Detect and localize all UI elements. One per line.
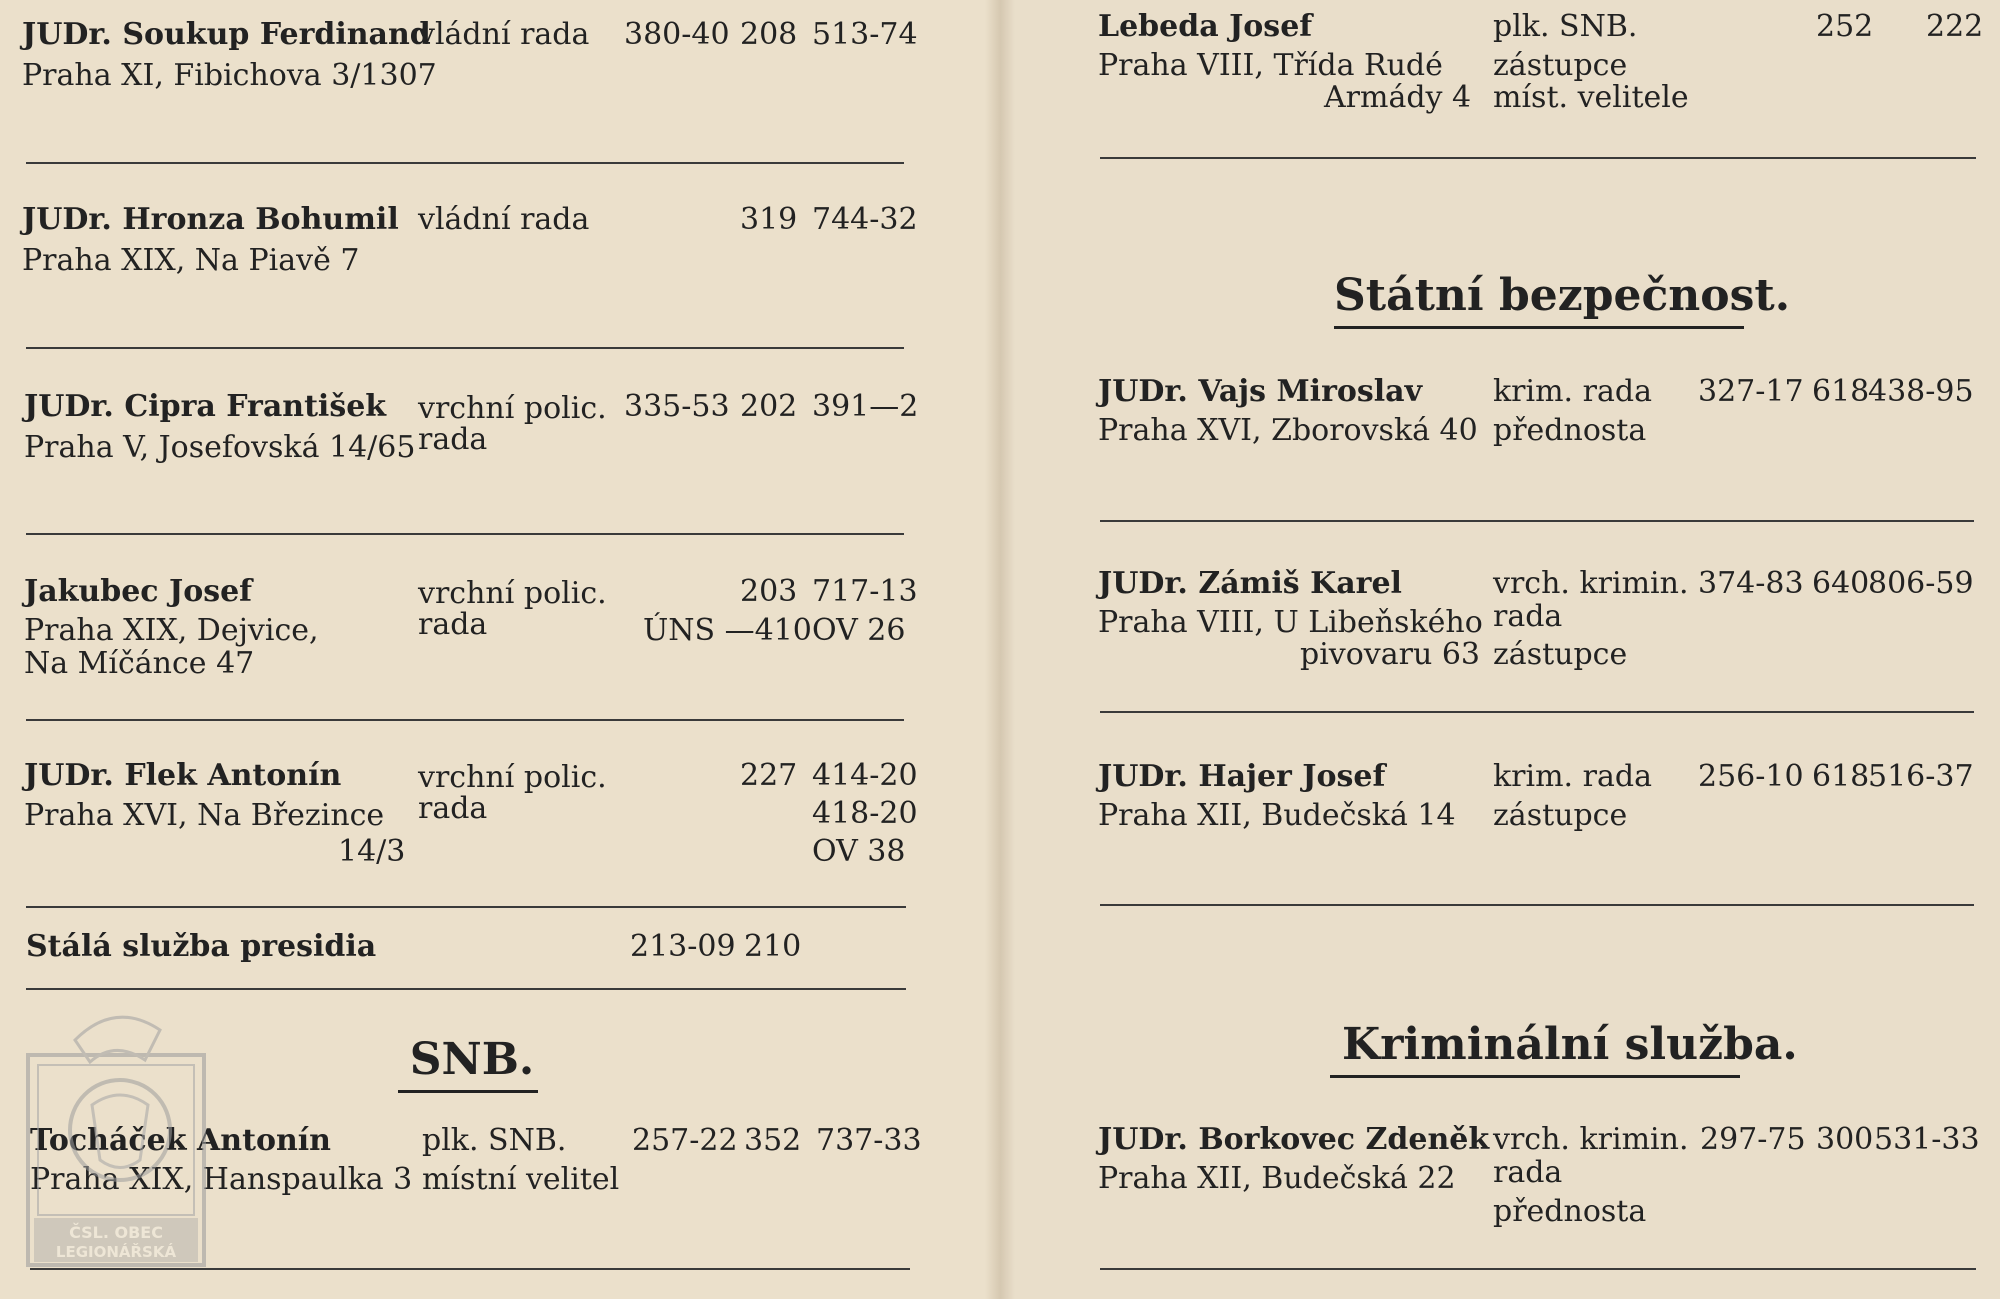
entry-name: Tocháček Antonín: [30, 1123, 331, 1158]
entry-name: JUDr. Vajs Miroslav: [1098, 374, 1423, 409]
entry-tel2: 516-37: [1868, 759, 1974, 794]
entry-ext: 618: [1812, 759, 1870, 794]
entry-title: zástupce: [1493, 637, 1628, 672]
entry-ext: 319: [740, 202, 798, 237]
entry-name: JUDr. Hajer Josef: [1098, 759, 1386, 794]
entry-address: Praha XIX, Na Piavě 7: [22, 243, 360, 278]
standing-service-label: Stálá služba presidia: [26, 929, 377, 964]
divider: [26, 162, 904, 164]
entry-address: Praha VIII, Třída Rudé: [1098, 48, 1443, 83]
divider: [1100, 520, 1974, 522]
entry-title: přednosta: [1493, 413, 1647, 448]
entry-tel2: 531-33: [1874, 1122, 1980, 1157]
entry-ext: 203: [740, 574, 798, 609]
entry-name: JUDr. Cipra František: [24, 389, 387, 424]
divider: [26, 988, 906, 990]
entry-tel2: 414-20: [812, 758, 918, 793]
entry-title: zástupce: [1493, 798, 1628, 833]
stamp-text-line1: ČSL. OBEC: [69, 1223, 163, 1242]
right-page: [1000, 0, 2000, 1299]
entry-ext: 352: [744, 1123, 802, 1158]
entry-title: vládní rada: [418, 17, 590, 52]
entry-tel2: 744-32: [812, 202, 918, 237]
divider: [1100, 157, 1976, 159]
entry-title: místní velitel: [422, 1162, 620, 1197]
entry-tel2: 717-13: [812, 574, 918, 609]
entry-address: Praha XVI, Zborovská 40: [1098, 413, 1478, 448]
entry-address: Praha XII, Budečská 14: [1098, 798, 1456, 833]
entry-tel2: 513-74: [812, 17, 918, 52]
entry-ext: 618: [1812, 374, 1870, 409]
entry-ext: 202: [740, 389, 798, 424]
stamp-text-line2: LEGIONÁŘSKÁ: [55, 1243, 177, 1261]
heading-underline: [398, 1090, 538, 1093]
standing-service-ext: 210: [744, 929, 802, 964]
entry-name: JUDr. Soukup Ferdinand: [22, 17, 431, 52]
section-heading-criminal-service: Kriminální služba.: [1342, 1019, 1798, 1070]
standing-service-tel1: 213-09: [630, 929, 736, 964]
entry-title: zástupce: [1493, 48, 1628, 83]
entry-name: Lebeda Josef: [1098, 9, 1313, 44]
entry-address: Praha VIII, U Libeňského: [1098, 605, 1483, 640]
entry-tel2: 222: [1926, 9, 1984, 44]
divider: [26, 533, 904, 535]
entry-title: vrchní polic.: [418, 391, 607, 426]
entry-tel2: OV 38: [812, 834, 906, 869]
entry-ext: 227: [740, 758, 798, 793]
entry-ext: 208: [740, 17, 798, 52]
entry-name: JUDr. Zámiš Karel: [1098, 566, 1402, 601]
entry-address: Praha XIX, Hanspaulka 3: [30, 1162, 413, 1197]
entry-tel2: 806-59: [1868, 566, 1974, 601]
entry-tel1: 256-10: [1698, 759, 1804, 794]
entry-title: plk. SNB.: [1493, 9, 1638, 44]
entry-ext: 300: [1816, 1122, 1874, 1157]
entry-address: 14/3: [338, 834, 406, 869]
divider: [26, 719, 904, 721]
entry-title: rada: [418, 791, 488, 826]
entry-address: pivovaru 63: [1300, 637, 1481, 672]
entry-address: Praha XII, Budečská 22: [1098, 1161, 1456, 1196]
entry-title: rada: [1493, 599, 1563, 634]
entry-extra: ÚNS —410: [643, 613, 812, 648]
entry-tel1: 335-53: [624, 389, 730, 424]
entry-address: Praha V, Josefovská 14/65: [24, 430, 416, 465]
entry-title: přednosta: [1493, 1194, 1647, 1229]
entry-title: rada: [418, 422, 488, 457]
heading-underline: [1330, 1075, 1740, 1078]
entry-title: rada: [1493, 1155, 1563, 1190]
entry-ext: 640: [1812, 566, 1870, 601]
entry-title: krim. rada: [1493, 374, 1652, 409]
section-heading-state-security: Státní bezpečnost.: [1334, 270, 1791, 321]
entry-tel2: 418-20: [812, 796, 918, 831]
entry-title: vrch. krimin.: [1493, 1122, 1689, 1157]
entry-title: míst. velitele: [1493, 80, 1689, 115]
entry-title: plk. SNB.: [422, 1123, 567, 1158]
entry-address: Armády 4: [1324, 80, 1472, 115]
divider: [1100, 904, 1974, 906]
entry-name: JUDr. Borkovec Zdeněk: [1098, 1122, 1490, 1157]
entry-name: JUDr. Hronza Bohumil: [22, 202, 399, 237]
legion-stamp-logo: [20, 1000, 210, 1270]
entry-title: vrch. krimin.: [1493, 566, 1689, 601]
section-heading-snb: SNB.: [409, 1034, 535, 1085]
entry-address: Praha XVI, Na Březince: [24, 798, 385, 833]
entry-tel1: 327-17: [1698, 374, 1804, 409]
divider: [26, 347, 904, 349]
divider: [1100, 1268, 1976, 1270]
entry-address: Praha XIX, Dejvice,: [24, 613, 319, 648]
entry-name: JUDr. Flek Antonín: [24, 758, 342, 793]
divider: [26, 906, 906, 908]
entry-name: Jakubec Josef: [24, 574, 253, 609]
entry-title: vrchní polic.: [418, 576, 607, 611]
page-gutter: [985, 0, 1015, 1299]
entry-tel2: 438-95: [1868, 374, 1974, 409]
entry-tel2: OV 26: [812, 613, 906, 648]
entry-tel1: 380-40: [624, 17, 730, 52]
entry-address: Na Míčánce 47: [24, 646, 255, 681]
entry-title: krim. rada: [1493, 759, 1652, 794]
entry-tel1: 257-22: [632, 1123, 738, 1158]
entry-tel1: 297-75: [1700, 1122, 1806, 1157]
entry-tel2: 391—2: [812, 389, 919, 424]
heading-underline: [1334, 326, 1744, 329]
entry-ext: 252: [1816, 9, 1874, 44]
entry-title: vládní rada: [418, 202, 590, 237]
entry-title: vrchní polic.: [418, 760, 607, 795]
entry-tel2: 737-33: [816, 1123, 922, 1158]
divider: [1100, 711, 1974, 713]
entry-tel1: 374-83: [1698, 566, 1804, 601]
entry-title: rada: [418, 607, 488, 642]
entry-address: Praha XI, Fibichova 3/1307: [22, 58, 437, 93]
